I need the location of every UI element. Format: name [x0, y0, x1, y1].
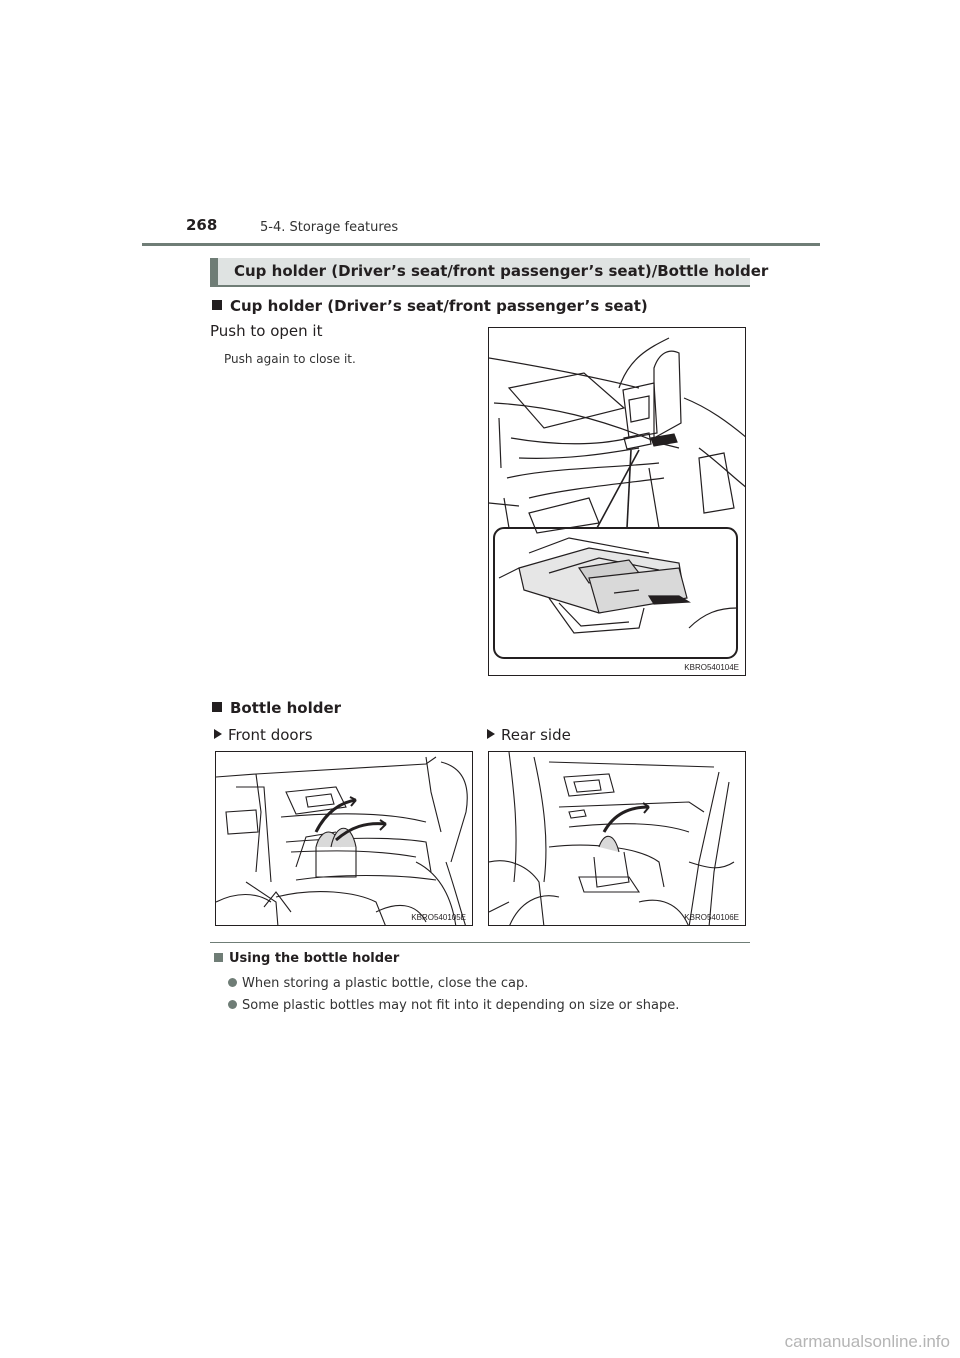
info-title-text: Using the bottle holder: [229, 951, 400, 966]
cup-holder-figure-code: KBRO540104E: [684, 663, 739, 672]
cup-holder-illustration: [489, 328, 746, 676]
header-rule: [142, 243, 820, 246]
cup-holder-instruction: Push to open it: [210, 322, 323, 340]
info-bullet: [228, 976, 528, 991]
rear-side-label-text: Rear side: [501, 726, 571, 744]
section-title: Cup holder (Driver’s seat/front passenger’s seat)/Bottle holder: [234, 262, 769, 280]
rear-side-figure: [488, 751, 746, 926]
info-rule: [210, 942, 750, 943]
square-bullet-icon: [214, 953, 223, 962]
rear-side-illustration: [489, 752, 746, 926]
front-doors-label-text: Front doors: [228, 726, 313, 744]
section-title-bar: [210, 258, 769, 285]
front-door-figure-code: KBRO540105E: [411, 913, 466, 922]
cup-holder-heading-text: Cup holder (Driver’s seat/front passenger’s seat): [230, 297, 648, 315]
watermark: carmanualsonline.info: [784, 1332, 950, 1351]
square-bullet-icon: [212, 300, 222, 310]
round-bullet-icon: [228, 978, 237, 987]
cup-holder-note: Push again to close it.: [224, 352, 356, 366]
info-bullet-text: Some plastic bottles may not fit into it depending on size or shape.: [242, 998, 680, 1013]
rear-side-figure-code: KBRO540106E: [684, 913, 739, 922]
bottle-holder-heading: [212, 699, 341, 717]
section-title-rule: [210, 285, 750, 287]
info-title: [214, 951, 399, 966]
front-doors-label: [214, 726, 313, 744]
info-bullet: [228, 998, 679, 1013]
section-reference: 5-4. Storage features: [260, 220, 399, 235]
triangle-pointer-icon: [214, 729, 222, 739]
triangle-pointer-icon: [487, 729, 495, 739]
cup-holder-heading: [212, 297, 648, 315]
page-number: 268: [186, 216, 218, 234]
round-bullet-icon: [228, 1000, 237, 1009]
cup-holder-figure: [488, 327, 746, 676]
rear-side-label: [487, 726, 571, 744]
front-door-figure: [215, 751, 473, 926]
square-bullet-icon: [212, 702, 222, 712]
bottle-holder-heading-text: Bottle holder: [230, 699, 342, 717]
info-bullet-text: When storing a plastic bottle, close the cap.: [242, 976, 529, 991]
front-door-illustration: [216, 752, 473, 926]
